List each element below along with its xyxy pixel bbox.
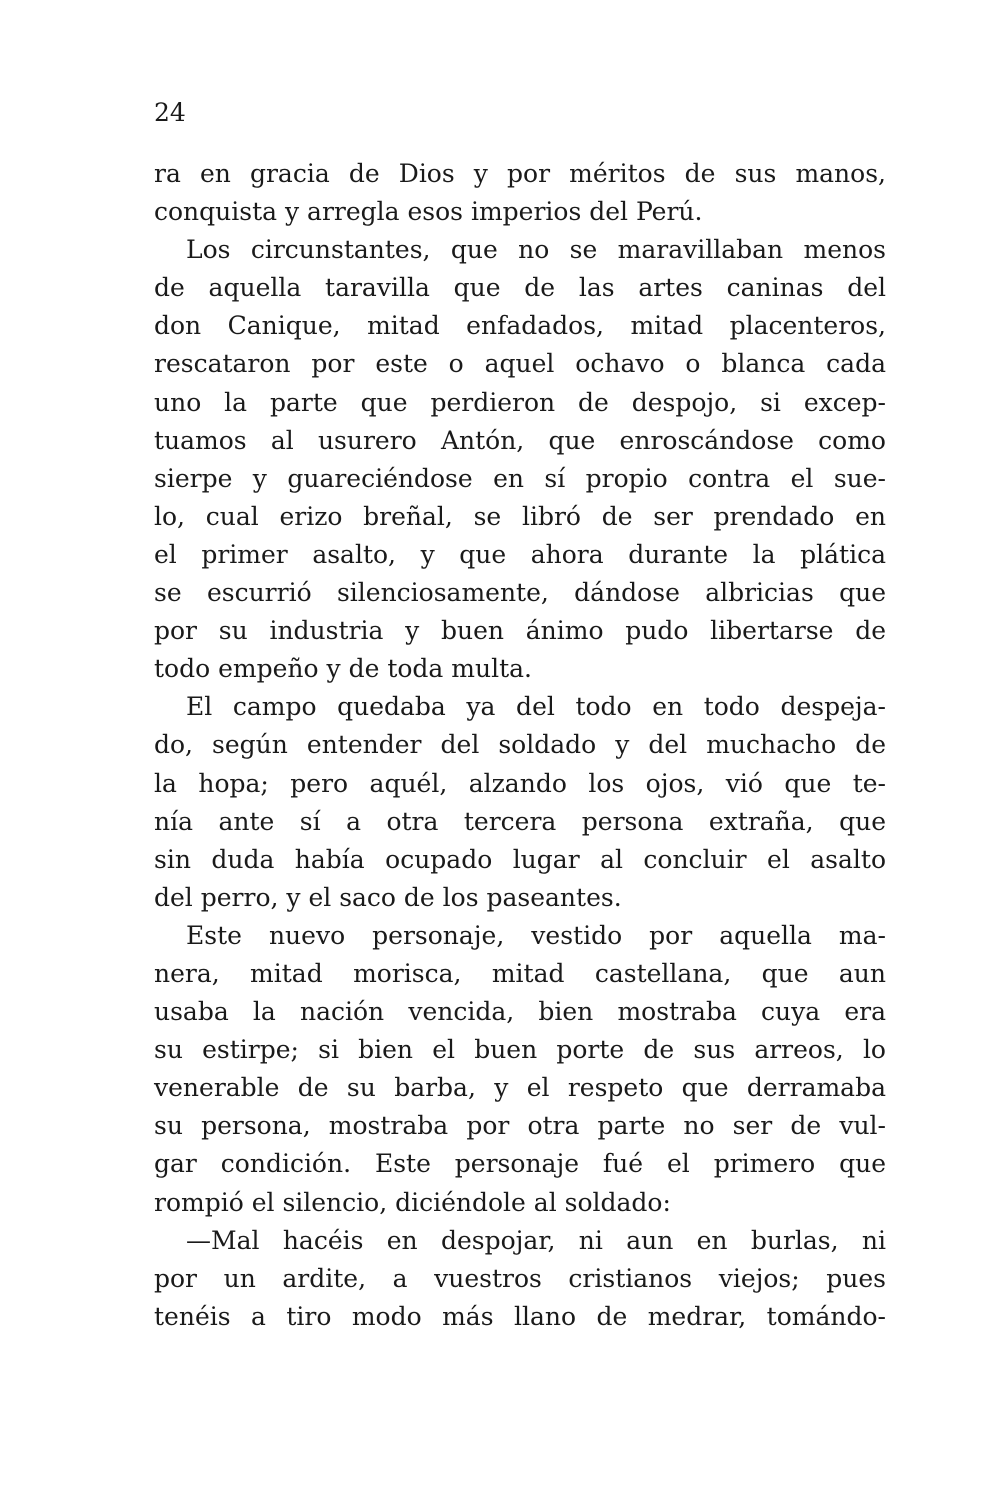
text-line: gar condición. Este personaje fué el primero que	[154, 1149, 886, 1179]
text-line: tenéis a tiro modo más llano de medrar, tomándo-	[154, 1301, 886, 1331]
text-line: don Canique, mitad enfadados, mitad placenteros,	[154, 311, 886, 341]
text-line: la hopa; pero aquél, alzando los ojos, vió que te-	[154, 768, 886, 798]
text-line: lo, cual erizo breñal, se libró de ser prendado en	[154, 501, 886, 531]
text-line: Este nuevo personaje, vestido por aquella ma-	[186, 920, 886, 950]
text-line: sierpe y guareciéndose en sí propio contra el sue-	[154, 463, 886, 493]
text-line: de aquella taravilla que de las artes caninas del	[154, 273, 886, 303]
page-number: 24	[154, 98, 186, 127]
text-line: del perro, y el saco de los paseantes.	[154, 882, 622, 912]
text-line: El campo quedaba ya del todo en todo despeja-	[186, 692, 886, 722]
text-line: rompió el silencio, diciéndole al soldado:	[154, 1187, 671, 1217]
text-line: su persona, mostraba por otra parte no ser de vul-	[154, 1111, 886, 1141]
text-line: rescataron por este o aquel ochavo o blanca cada	[154, 349, 886, 379]
text-line: conquista y arregla esos imperios del Perú.	[154, 197, 703, 227]
text-line: nía ante sí a otra tercera persona extraña, que	[154, 806, 886, 836]
body-text	[154, 155, 886, 1336]
text-line: por un ardite, a vuestros cristianos viejos; pues	[154, 1263, 886, 1293]
text-line: uno la parte que perdieron de despojo, si excep-	[154, 387, 886, 417]
text-line: nera, mitad morisca, mitad castellana, que aun	[154, 958, 886, 988]
text-line: usaba la nación vencida, bien mostraba cuya era	[154, 997, 886, 1027]
text-line: —Mal hacéis en despojar, ni aun en burlas, ni	[186, 1225, 886, 1255]
text-line: todo empeño y de toda multa.	[154, 654, 532, 684]
text-line: tuamos al usurero Antón, que enroscándose como	[154, 425, 886, 455]
text-line: ra en gracia de Dios y por méritos de sus manos,	[154, 159, 886, 188]
text-line: su estirpe; si bien el buen porte de sus arreos, lo	[154, 1035, 886, 1065]
text-line: se escurrió silenciosamente, dándose albricias que	[154, 578, 886, 608]
text-line: Los circunstantes, que no se maravillaban menos	[186, 235, 886, 265]
text-line: sin duda había ocupado lugar al concluir el asalto	[154, 844, 886, 874]
text-line: el primer asalto, y que ahora durante la plática	[154, 539, 886, 569]
text-line: do, según entender del soldado y del muchacho de	[154, 730, 886, 760]
text-line: venerable de su barba, y el respeto que derramaba	[154, 1073, 886, 1103]
text-line: por su industria y buen ánimo pudo libertarse de	[154, 616, 886, 646]
